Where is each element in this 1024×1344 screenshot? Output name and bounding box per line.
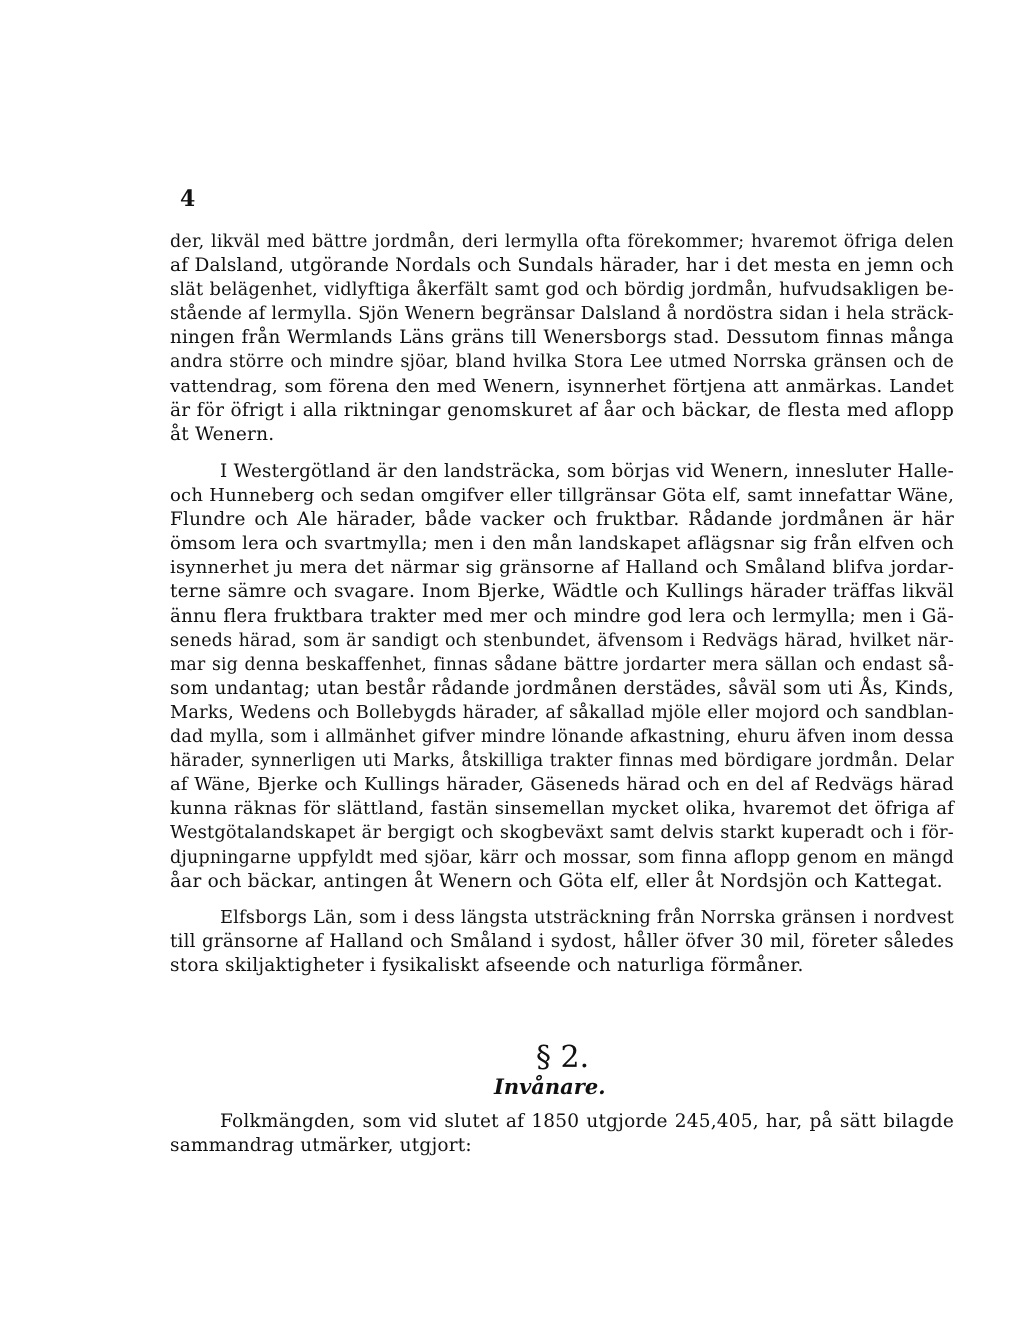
section-number: § 2.: [536, 1040, 590, 1075]
text-line: vattendrag, som förena den med Wenern, isynnerhet förtjena att anmärkas. Landet: [170, 375, 954, 397]
text-line: Elfsborgs Län, som i dess längsta utsträckning från Norrska gränsen i nordvest: [220, 908, 954, 928]
text-line: slät belägenhet, vidlyftiga åkerfält samt god och bördig jordmån, hufvudsakligen be-: [170, 280, 954, 301]
text-line: Westgötalandskapet är bergigt och skogbeväxt samt delvis starkt kuperadt och i för-: [170, 823, 954, 844]
text-line: åar och bäckar, antingen åt Wenern och Göta elf, eller åt Nordsjön och Kattegat.: [170, 870, 943, 892]
text-line: mar sig denna beskaffenhet, finnas sådane bättre jordarter mera sällan och endast så-: [170, 654, 954, 675]
text-line: ännu flera fruktbara trakter med mer och mindre god lera och lermylla; men i Gä-: [170, 605, 954, 627]
text-line: djupningarne uppfyldt med sjöar, kärr och mossar, som finna aflopp genom en mängd: [170, 847, 954, 868]
text-line: kunna räknas för slättland, fastän sinsemellan mycket olika, hvaremot det öfriga af: [170, 798, 954, 820]
text-line: andra större och mindre sjöar, bland hvilka Stora Lee utmed Norrska gränsen och de: [170, 352, 954, 373]
paragraph-3: [170, 906, 954, 978]
text-line: sammandrag utmärker, utgjort:: [170, 1135, 472, 1157]
text-line: stående af lermylla. Sjön Wenern begränsar Dalsland å nordöstra sidan i hela sträck-: [170, 304, 954, 325]
text-line: af Dalsland, utgörande Nordals och Sundals härader, har i det mesta en jemn och: [170, 255, 954, 277]
text-line: till gränsorne af Halland och Småland i sydost, håller öfver 30 mil, företer således: [170, 931, 954, 953]
text-line: ömsom lera och svartmylla; men i den mån landskapet aflägsnar sig från elfven och: [170, 533, 954, 555]
section-title: Invånare.: [494, 1074, 606, 1099]
text-line: härader, synnerligen uti Marks, åtskilliga trakter finnas med bördigare jordmån. Delar: [170, 751, 954, 772]
text-line: seneds härad, som är sandigt och stenbundet, äfvensom i Redvägs härad, hvilket när-: [170, 630, 954, 651]
text-line: åt Wenern.: [170, 423, 275, 445]
text-line: isynnerhet ju mera det närmar sig gränsorne af Halland och Småland blifva jordar-: [170, 557, 954, 579]
page-number: 4: [180, 186, 196, 212]
text-line: Flundre och Ale härader, både vacker och fruktbar. Rådande jordmånen är här: [170, 509, 954, 531]
text-line: är för öfrigt i alla riktningar genomskuret af åar och bäckar, de flesta med aflopp: [170, 399, 954, 421]
paragraph-2: [170, 460, 954, 894]
text-line: och Hunneberg och sedan omgifver eller tillgränsar Göta elf, samt innefattar Wäne,: [170, 485, 954, 507]
text-line: terne sämre och svagare. Inom Bjerke, Wädtle och Kullings härader träffas likväl: [170, 581, 954, 603]
paragraph-1: [170, 230, 954, 447]
text-line: I Westergötland är den landsträcka, som börjas vid Wenern, innesluter Halle-: [220, 461, 954, 482]
text-line: der, likväl med bättre jordmån, deri lermylla ofta förekommer; hvaremot öfriga delen: [170, 232, 954, 252]
paragraph-4: [170, 1110, 954, 1158]
text-line: Marks, Wedens och Bollebygds härader, af såkallad mjöle eller mojord och sandblan-: [170, 702, 954, 723]
text-line: stora skiljaktigheter i fysikaliskt afseende och naturliga förmåner.: [170, 955, 804, 977]
text-line: ningen från Wermlands Läns gräns till Wenersborgs stad. Dessutom finnas många: [170, 327, 954, 349]
text-line: som undantag; utan består rådande jordmånen derstädes, såväl som uti Ås, Kinds,: [170, 677, 954, 699]
text-line: dad mylla, som i allmänhet gifver mindre lönande afkastning, ehuru äfven inom dessa: [170, 727, 954, 748]
text-line: Folkmängden, som vid slutet af 1850 utgjorde 245,405, har, på sätt bilagde: [220, 1111, 954, 1132]
text-line: af Wäne, Bjerke och Kullings härader, Gäseneds härad och en del af Redvägs härad: [170, 774, 954, 796]
